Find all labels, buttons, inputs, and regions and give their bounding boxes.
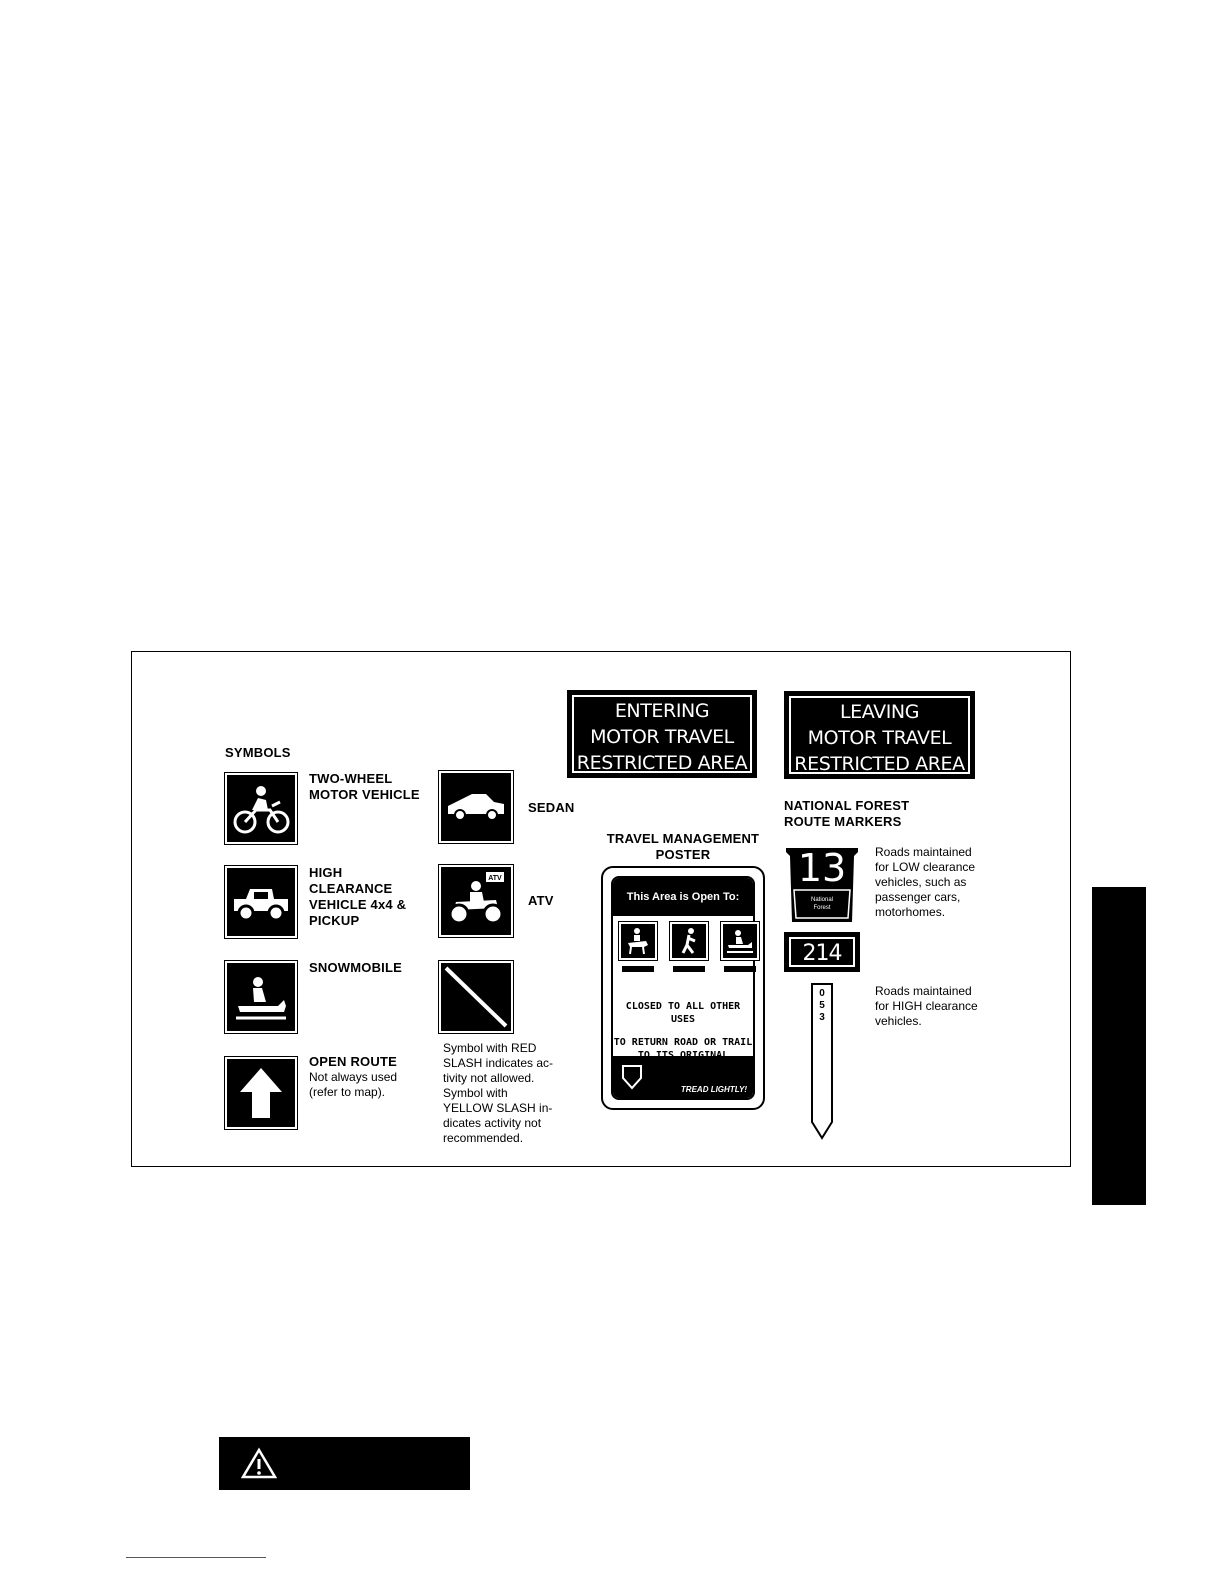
high-clearance-label xyxy=(309,865,406,929)
shield-subtitle xyxy=(784,896,860,912)
low-note-line-2: for LOW clearance xyxy=(875,860,976,874)
warning-bar xyxy=(219,1437,470,1490)
leaving-line-3: RESTRICTED AREA xyxy=(794,753,965,775)
open-route-note-1: Not always used xyxy=(309,1070,398,1084)
entering-line-1: ENTERING xyxy=(614,700,710,722)
low-note-line-4: passenger cars, xyxy=(875,890,961,904)
post-digits xyxy=(810,988,834,1024)
low-note-line-1: Roads maintained xyxy=(875,845,972,859)
route-shield-marker xyxy=(784,846,860,924)
sedan-label: SEDAN xyxy=(528,800,575,815)
high-note-line-2: for HIGH clearance xyxy=(875,999,978,1013)
post-digit-3: 3 xyxy=(819,1012,825,1023)
snowmobile-label: SNOWMOBILE xyxy=(309,960,402,975)
section-side-tab xyxy=(1092,887,1146,1205)
footer-link-rule xyxy=(126,1557,266,1558)
post-digit-1: 0 xyxy=(819,988,825,999)
jeep-icon xyxy=(227,868,295,936)
slash-icon xyxy=(441,963,511,1031)
poster-tag-2 xyxy=(673,966,705,972)
markers-heading-line-2: ROUTE MARKERS xyxy=(784,814,902,829)
poster-heading xyxy=(590,831,776,863)
slash-note-line-6: dicates activity not xyxy=(443,1116,542,1130)
forest-service-shield-icon xyxy=(621,1064,643,1090)
poster-title: This Area is Open To: xyxy=(613,878,753,916)
slash-note-line-7: recommended. xyxy=(443,1131,524,1145)
leaving-line-1: LEAVING xyxy=(839,701,920,723)
entering-line-3: RESTRICTED AREA xyxy=(576,752,748,774)
markers-heading xyxy=(784,798,909,830)
slash-note-line-1: Symbol with RED xyxy=(443,1041,537,1055)
two-wheel-line-1: TWO-WHEEL xyxy=(309,771,393,786)
shield-subtitle-line-1: National xyxy=(810,897,833,903)
leaving-sign xyxy=(784,691,975,779)
horse-rider-icon xyxy=(621,924,655,958)
high-clearance-line-3: VEHICLE 4x4 & xyxy=(309,897,407,912)
post-digit-2: 5 xyxy=(819,1000,825,1011)
low-note-line-3: vehicles, such as xyxy=(875,875,967,889)
high-clearance-note xyxy=(875,984,978,1029)
poster-inner-frame xyxy=(611,876,755,1100)
two-wheel-line-2: MOTOR VEHICLE xyxy=(309,787,420,802)
snowmobile-icon xyxy=(227,963,295,1031)
travel-management-poster xyxy=(601,866,765,1110)
hiker-icon xyxy=(672,924,706,958)
slash-note xyxy=(443,1041,553,1146)
motorcycle-icon xyxy=(227,775,295,842)
sedan-icon xyxy=(441,773,511,841)
two-wheel-label xyxy=(309,771,420,803)
markers-heading-line-1: NATIONAL FOREST xyxy=(784,798,910,813)
high-clearance-line-4: PICKUP xyxy=(309,913,360,928)
tread-lightly-logo: TREAD LIGHTLY! xyxy=(680,1085,747,1094)
poster-tag-1 xyxy=(622,966,654,972)
entering-line-2: MOTOR TRAVEL xyxy=(590,726,734,748)
shield-number: 13 xyxy=(797,846,847,890)
low-note-line-5: motorhomes. xyxy=(875,905,946,919)
symbols-heading: SYMBOLS xyxy=(225,745,291,760)
poster-return-line-1: TO RETURN ROAD OR TRAIL xyxy=(613,1037,753,1048)
high-note-line-3: vehicles. xyxy=(875,1014,922,1028)
entering-sign xyxy=(567,690,757,778)
leaving-line-2: MOTOR TRAVEL xyxy=(807,727,952,749)
high-clearance-line-2: CLEARANCE xyxy=(309,881,393,896)
route-number-sign: 214 xyxy=(784,932,860,972)
poster-footer xyxy=(613,1056,753,1098)
open-route-label xyxy=(309,1054,397,1100)
up-arrow-icon xyxy=(227,1059,295,1127)
atv-label: ATV xyxy=(528,893,554,908)
high-clearance-line-1: HIGH xyxy=(309,865,343,880)
poster-heading-line-2: POSTER xyxy=(655,847,711,862)
high-note-line-1: Roads maintained xyxy=(875,984,972,998)
slash-note-line-2: SLASH indicates ac- xyxy=(443,1056,554,1070)
poster-snowmobile-icon xyxy=(723,924,757,958)
slash-note-line-4: Symbol with xyxy=(443,1086,508,1100)
open-route-title: OPEN ROUTE xyxy=(309,1054,397,1069)
atv-badge-text: ATV xyxy=(488,875,502,882)
open-route-note-2: (refer to map). xyxy=(309,1085,386,1099)
route-post-marker xyxy=(810,982,834,1140)
poster-heading-line-1: TRAVEL MANAGEMENT xyxy=(606,831,760,846)
poster-tag-3 xyxy=(724,966,756,972)
low-clearance-note xyxy=(875,845,975,920)
atv-icon xyxy=(441,867,511,935)
slash-note-line-3: tivity not allowed. xyxy=(443,1071,535,1085)
shield-subtitle-line-2: Forest xyxy=(813,905,831,911)
slash-note-line-5: YELLOW SLASH in- xyxy=(443,1101,553,1115)
poster-closed-text: CLOSED TO ALL OTHER USES xyxy=(625,1001,741,1025)
warning-triangle-icon xyxy=(241,1447,277,1479)
